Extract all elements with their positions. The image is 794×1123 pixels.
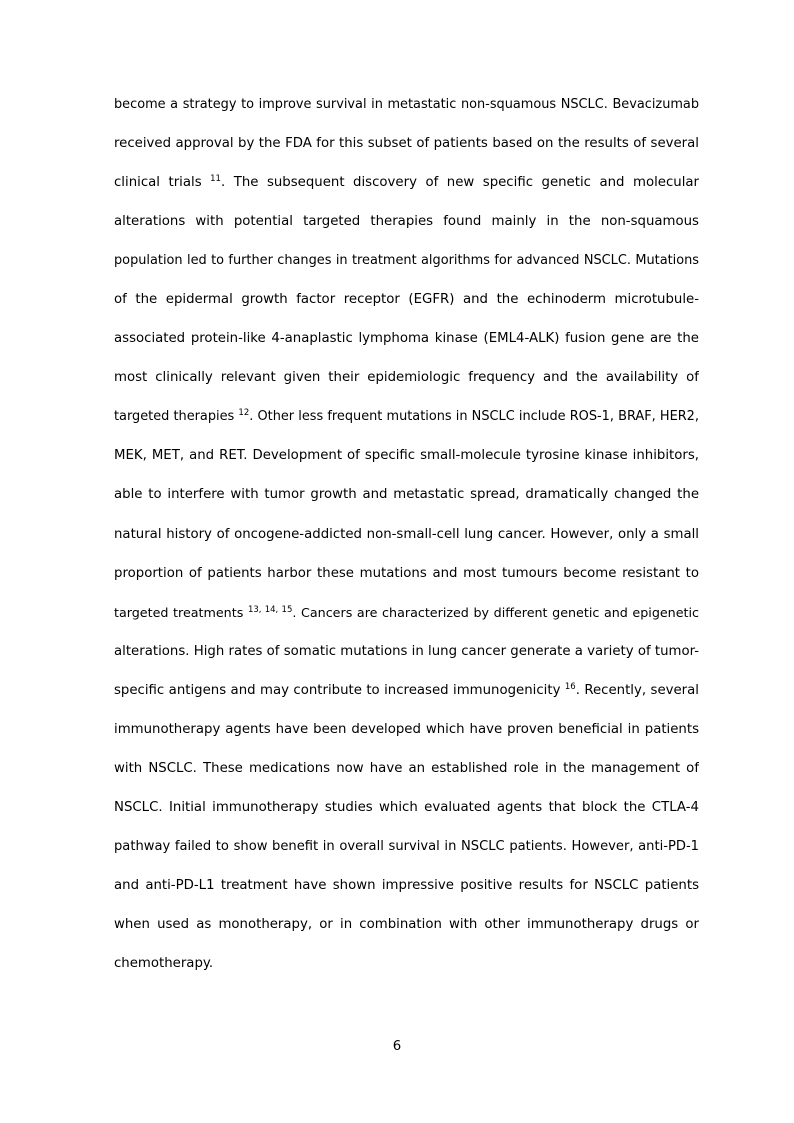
text-line: immunotherapy agents have been developed which have proven beneficial in patients bbox=[114, 721, 699, 737]
text-line: of the epidermal growth factor receptor (EGFR) and the echinoderm microtubule- bbox=[114, 292, 699, 308]
citation-superscript: 12 bbox=[238, 408, 250, 419]
text-line: targeted treatments $^{13, 14, 15}$. Cancers are characterized by different genetic and epigenetic bbox=[114, 604, 699, 620]
text-line: with NSCLC. These medications now have an established role in the management of bbox=[114, 760, 699, 776]
text-line: proportion of patients harbor these mutations and most tumours become resistant to bbox=[114, 565, 699, 581]
text-line: become a strategy to improve survival in metastatic non-squamous NSCLC. Bevacizumab bbox=[114, 97, 699, 112]
text-line: most clinically relevant given their epidemiologic frequency and the availability of bbox=[114, 370, 699, 386]
citation-superscript: 11 bbox=[210, 174, 221, 185]
text-line: alterations with potential targeted therapies found mainly in the non-squamous bbox=[114, 214, 699, 230]
text-line: alterations. High rates of somatic mutations in lung cancer generate a variety of tumor- bbox=[114, 643, 699, 659]
text-line: MEK, MET, and RET. Development of specific small-molecule tyrosine kinase inhibitors, bbox=[114, 448, 699, 464]
text-line: specific antigens and may contribute to increased immunogenicity $^{16}$. Recently, several bbox=[114, 681, 699, 698]
page-number: 6 bbox=[392, 1039, 402, 1054]
text-line: targeted therapies $^{12}$. Other less frequent mutations in NSCLC include ROS-1, BRAF, HER2, bbox=[114, 408, 699, 425]
body-paragraph bbox=[114, 92, 699, 990]
text-line: population led to further changes in treatment algorithms for advanced NSCLC. Mutations bbox=[114, 253, 699, 269]
text-line: natural history of oncogene-addicted non-small-cell lung cancer. However, only a small bbox=[114, 526, 699, 542]
text-line: able to interfere with tumor growth and metastatic spread, dramatically changed the bbox=[114, 487, 699, 503]
text-line: associated protein-like 4-anaplastic lymphoma kinase (EML4-ALK) fusion gene are the bbox=[114, 331, 699, 347]
text-line: pathway failed to show benefit in overall survival in NSCLC patients. However, anti-PD-1 bbox=[114, 838, 699, 854]
citation-superscript: 16 bbox=[564, 681, 576, 692]
text-line: received approval by the FDA for this subset of patients based on the results of several bbox=[114, 136, 699, 152]
text-line: chemotherapy. bbox=[114, 956, 214, 972]
text-line: NSCLC. Initial immunotherapy studies which evaluated agents that block the CTLA-4 bbox=[114, 799, 699, 815]
citation-superscript: 13, 14, 15 bbox=[247, 604, 293, 615]
text-line: and anti-PD-L1 treatment have shown impressive positive results for NSCLC patients bbox=[114, 877, 699, 893]
text-line: when used as monotherapy, or in combination with other immunotherapy drugs or bbox=[114, 916, 699, 932]
text-line: clinical trials $^{11}$. The subsequent discovery of new specific genetic and molecular bbox=[114, 174, 699, 191]
